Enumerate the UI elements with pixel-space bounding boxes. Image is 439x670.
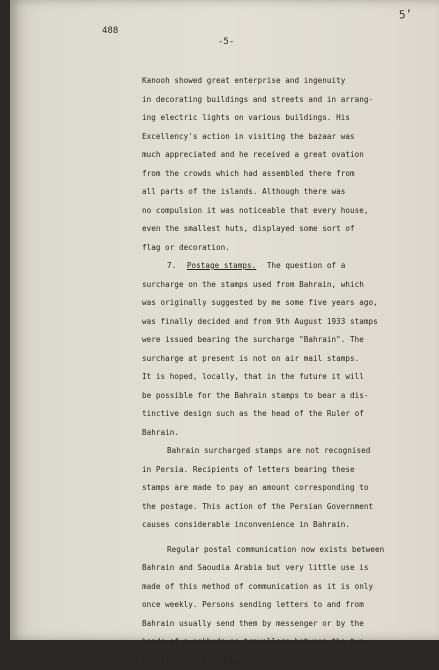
text-line: countries come and go almost every day. <box>142 652 439 670</box>
text-line: even the smallest huts, displayed some sort of <box>142 220 439 239</box>
text-line: ing electric lights on various buildings. His <box>142 109 439 128</box>
section-number: 7. <box>167 261 176 270</box>
text-line: were issued bearing the surcharge "Bahrain". The <box>142 331 439 350</box>
text-line: tinctive design such as the head of the Ruler of <box>142 405 439 424</box>
text-line: surcharge on the stamps used from Bahrain, which <box>142 276 439 295</box>
text-line: once weekly. Persons sending letters to and from <box>142 596 439 615</box>
paragraph-persia-stamps <box>142 442 439 535</box>
text-line: all parts of the islands. Although there was <box>142 183 439 202</box>
text-line: was originally suggested by me some five years ago, <box>142 294 439 313</box>
text-line: hands of a nakhuda as travellers between the two <box>142 633 439 652</box>
text-line: the postage. This action of the Persian Government <box>142 498 439 517</box>
text-line: Bahrain and Saoudia Arabia but very little use is <box>142 559 439 578</box>
text-fragment: The question of a <box>267 261 346 270</box>
text-line: Regular postal communication now exists between <box>142 541 439 560</box>
paragraph-postage-stamps <box>142 257 439 442</box>
text-line: Excellency's action in visiting the bazaar was <box>142 128 439 147</box>
section-heading: Postage stamps. <box>187 261 256 270</box>
folio-number: 5’ <box>399 8 413 22</box>
page-number: 488 <box>102 26 118 36</box>
text-line: It is hoped, locally, that in the future it will <box>142 368 439 387</box>
text-line: be possible for the Bahrain stamps to bear a dis- <box>142 387 439 406</box>
document-page <box>10 0 439 640</box>
body-text <box>142 72 439 670</box>
text-line: from the crowds which had assembled there from <box>142 165 439 184</box>
text-line: stamps are made to pay an amount corresponding to <box>142 479 439 498</box>
text-line: surcharge at present is not on air mail stamps. <box>142 350 439 369</box>
text-line: Bahrain usually send them by messenger or by the <box>142 615 439 634</box>
text-line: no compulsion it was noticeable that every house, <box>142 202 439 221</box>
paragraph-decorations <box>142 72 439 257</box>
paragraph-postal-communication <box>142 541 439 670</box>
text-line: was finally decided and from 9th August 1933 stamps <box>142 313 439 332</box>
text-line: flag or decoration. <box>142 239 439 258</box>
text-line: causes considerable inconvenience in Bahrain. <box>142 516 439 535</box>
section-heading-line <box>142 257 439 276</box>
text-line: made of this method of communication as it is only <box>142 578 439 597</box>
text-line: Kanooh showed great enterprise and ingenuity <box>142 72 439 91</box>
text-line: Bahrain. <box>142 424 439 443</box>
text-line: in Persia. Recipients of letters bearing these <box>142 461 439 480</box>
text-line: much appreciated and he received a great ovation <box>142 146 439 165</box>
sheet-number: -5- <box>218 37 234 47</box>
text-line: in decorating buildings and streets and in arrang- <box>142 91 439 110</box>
text-line: Bahrain surcharged stamps are not recognised <box>142 442 439 461</box>
